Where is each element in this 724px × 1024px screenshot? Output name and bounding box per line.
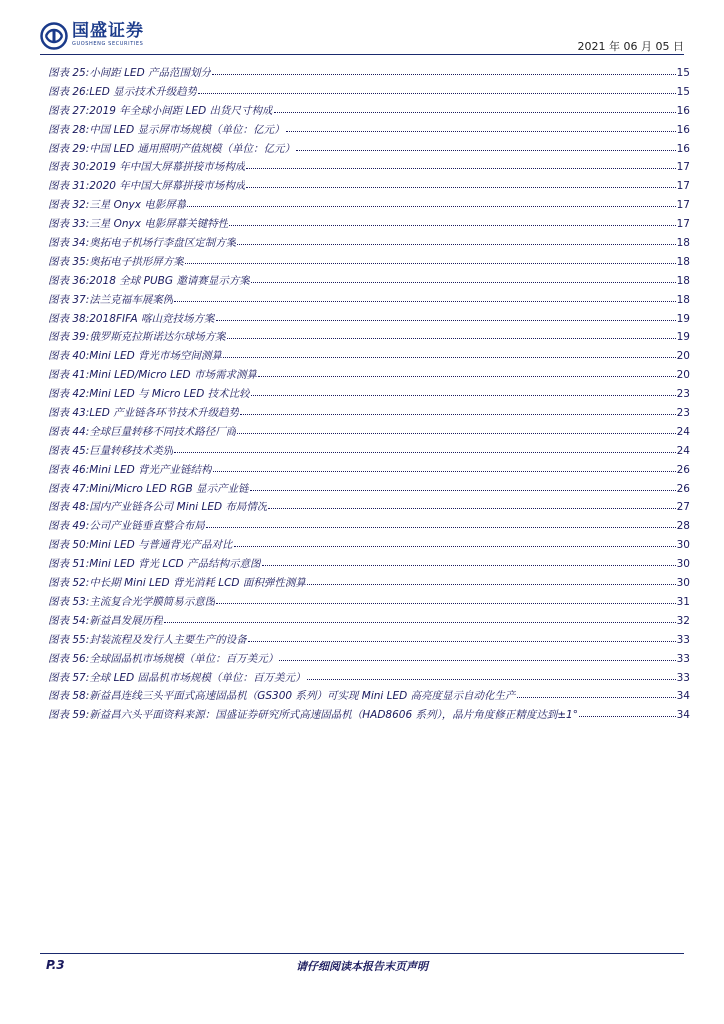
figure-title: 2020 年中国大屏幕拼接市场构成 xyxy=(89,180,246,193)
figure-label: 图表 26: xyxy=(48,85,90,98)
dot-leader xyxy=(234,534,676,547)
figure-label: 图表 32: xyxy=(48,199,90,212)
toc-entry[interactable] xyxy=(48,176,690,195)
toc-entry[interactable] xyxy=(48,157,690,176)
dot-leader xyxy=(517,685,676,698)
dot-leader xyxy=(248,629,676,642)
dot-leader xyxy=(279,648,675,661)
figure-label: 图表 53: xyxy=(48,595,90,608)
page-ref: 18 xyxy=(676,274,690,287)
toc-entry[interactable] xyxy=(48,82,690,101)
toc-entry[interactable] xyxy=(48,233,690,252)
figure-label: 图表 44: xyxy=(48,425,90,438)
dot-leader xyxy=(307,572,676,585)
toc-entry[interactable] xyxy=(48,365,690,384)
figure-title: Mini/Micro LED RGB 显示产业链 xyxy=(89,482,249,495)
figure-title: LED 产业链各环节技术升级趋势 xyxy=(89,407,240,420)
dot-leader xyxy=(286,119,676,132)
toc-entry[interactable] xyxy=(48,611,690,630)
logo-subtext: GUOSHENG SECURITIES xyxy=(72,41,144,47)
figure-title: 2018FIFA 喀山竞技场方案 xyxy=(89,312,215,325)
dot-leader xyxy=(251,270,676,283)
dot-leader xyxy=(174,440,675,453)
figure-title: 三星 Onyx 电影屏幕 xyxy=(89,199,187,212)
figure-title: 中国 LED 显示屏市场规模（单位：亿元） xyxy=(89,123,285,136)
figure-label: 图表 48: xyxy=(48,501,90,514)
report-date: 2021 年 06 月 05 日 xyxy=(577,40,684,53)
figure-title: 俄罗斯克拉斯诺达尔球场方案 xyxy=(89,331,226,344)
figure-label: 图表 30: xyxy=(48,161,90,174)
page-ref: 16 xyxy=(676,142,690,155)
toc-entry[interactable] xyxy=(48,630,690,649)
figure-label: 图表 54: xyxy=(48,614,90,627)
figure-label: 图表 28: xyxy=(48,123,90,136)
toc-entry[interactable] xyxy=(48,535,690,554)
page-ref: 16 xyxy=(676,104,690,117)
dot-leader xyxy=(250,478,676,491)
dot-leader xyxy=(296,138,676,151)
page-ref: 33 xyxy=(676,671,690,684)
toc-entry[interactable] xyxy=(48,327,690,346)
dot-leader xyxy=(174,289,675,302)
figure-title: 全球固晶机市场规模（单位：百万美元） xyxy=(89,652,279,665)
dot-leader xyxy=(237,421,675,434)
figure-label: 图表 45: xyxy=(48,444,90,457)
figure-title: 新益昌六头平面资料来源：国盛证券研究所式高速固晶机（HAD8606 系列），晶片角度修正精度达到±1° xyxy=(89,709,578,722)
figure-title: Mini LED/Micro LED 市场需求测算 xyxy=(89,369,257,382)
page-ref: 18 xyxy=(676,255,690,268)
dot-leader xyxy=(246,156,675,169)
figure-label: 图表 40: xyxy=(48,350,90,363)
figure-label: 图表 25: xyxy=(48,67,90,79)
page-ref: 15 xyxy=(676,85,690,98)
dot-leader xyxy=(216,308,676,321)
figure-title: 封装流程及发行人主要生产的设备 xyxy=(89,633,247,646)
figure-label: 图表 39: xyxy=(48,331,90,344)
dot-leader xyxy=(240,402,675,415)
page-ref: 17 xyxy=(676,218,690,231)
figure-title: Mini LED 背光产业链结构 xyxy=(89,463,212,476)
figure-title: 全球巨量转移不同技术路径厂商 xyxy=(89,425,237,438)
toc-entry[interactable] xyxy=(48,63,690,82)
dot-leader xyxy=(579,704,676,717)
page-ref: 19 xyxy=(676,331,690,344)
page-ref: 33 xyxy=(676,652,690,665)
page-ref: 24 xyxy=(676,425,690,438)
dot-leader xyxy=(262,553,676,566)
page-ref: 16 xyxy=(676,123,690,136)
toc-entry[interactable] xyxy=(48,403,690,422)
page-ref: 30 xyxy=(676,539,690,552)
page-ref: 18 xyxy=(676,237,690,250)
page-ref: 30 xyxy=(676,558,690,571)
figure-list xyxy=(48,63,690,724)
figure-label: 图表 42: xyxy=(48,388,90,401)
toc-entry[interactable] xyxy=(48,649,690,668)
figure-label: 图表 29: xyxy=(48,142,90,155)
page-ref: 17 xyxy=(676,199,690,212)
dot-leader xyxy=(274,100,676,113)
page-ref: 33 xyxy=(676,633,690,646)
dot-leader xyxy=(223,345,676,358)
page-ref: 19 xyxy=(676,312,690,325)
page-ref: 23 xyxy=(676,388,690,401)
figure-label: 图表 36: xyxy=(48,274,90,287)
page-ref: 26 xyxy=(676,482,690,495)
dot-leader xyxy=(164,610,676,623)
figure-label: 图表 37: xyxy=(48,293,90,306)
figure-label: 图表 56: xyxy=(48,652,90,665)
figure-title: LED 显示技术升级趋势 xyxy=(89,85,198,98)
dot-leader xyxy=(212,62,676,75)
figure-label: 图表 27: xyxy=(48,104,90,117)
page-ref: 32 xyxy=(676,614,690,627)
page-ref: 26 xyxy=(676,463,690,476)
figure-title: 巨量转移技术类别 xyxy=(89,444,174,457)
figure-title: 全球 LED 固晶机市场规模（单位：百万美元） xyxy=(89,671,306,684)
figure-title: 小间距 LED 产品范围划分 xyxy=(89,67,211,79)
page-ref: 24 xyxy=(676,444,690,457)
toc-entry[interactable] xyxy=(48,460,690,479)
figure-title: 新益昌发展历程 xyxy=(89,614,163,627)
page-ref: 20 xyxy=(676,350,690,363)
figure-title: 三星 Onyx 电影屏幕关键特性 xyxy=(89,218,229,231)
figure-label: 图表 57: xyxy=(48,671,90,684)
figure-title: 奥拓电子机场行李盘区定制方案 xyxy=(89,237,237,250)
toc-entry[interactable] xyxy=(48,346,690,365)
toc-entry[interactable] xyxy=(48,120,690,139)
dot-leader xyxy=(268,496,675,509)
toc-entry[interactable] xyxy=(48,479,690,498)
figure-label: 图表 33: xyxy=(48,218,90,231)
page-ref: 18 xyxy=(676,293,690,306)
page-ref: 17 xyxy=(676,161,690,174)
toc-entry[interactable] xyxy=(48,139,690,158)
figure-title: 新益昌连线三头平面式高速固晶机（GS300 系列）可实现 Mini LED 高亮度显示自动化生产 xyxy=(89,690,516,703)
toc-entry[interactable] xyxy=(48,422,690,441)
figure-label: 图表 59: xyxy=(48,709,90,722)
toc-entry[interactable] xyxy=(48,554,690,573)
dot-leader xyxy=(251,383,676,396)
logo-text: 国盛证券 xyxy=(72,21,144,41)
toc-entry[interactable] xyxy=(48,668,690,687)
toc-entry[interactable] xyxy=(48,441,690,460)
toc-entry[interactable] xyxy=(48,101,690,120)
dot-leader xyxy=(216,591,675,604)
page-ref: 15 xyxy=(676,67,690,79)
page-number: P.3 xyxy=(46,958,65,972)
figure-label: 图表 38: xyxy=(48,312,90,325)
toc-entry[interactable] xyxy=(48,195,690,214)
page-header xyxy=(0,0,724,60)
figure-title: Mini LED 与普通背光产品对比 xyxy=(89,539,233,552)
figure-label: 图表 35: xyxy=(48,255,90,268)
figure-title: Mini LED 背光 LCD 产品结构示意图 xyxy=(89,558,261,571)
figure-title: 中国 LED 通用照明产值规模（单位：亿元） xyxy=(89,142,295,155)
figure-title: 2019 年全球小间距 LED 出货尺寸构成 xyxy=(89,104,273,117)
page-ref: 30 xyxy=(676,577,690,590)
dot-leader xyxy=(229,213,675,226)
toc-entry[interactable] xyxy=(48,686,690,705)
figure-label: 图表 52: xyxy=(48,577,90,590)
figure-title: 国内产业链各公司 Mini LED 布局情况 xyxy=(89,501,268,514)
figure-label: 图表 47: xyxy=(48,482,90,495)
toc-entry[interactable] xyxy=(48,214,690,233)
disclaimer-note: 请仔细阅读本报告末页声明 xyxy=(296,960,428,973)
figure-title: Mini LED 背光市场空间测算 xyxy=(89,350,223,363)
dot-leader xyxy=(258,364,676,377)
figure-label: 图表 46: xyxy=(48,463,90,476)
toc-entry[interactable] xyxy=(48,497,690,516)
figure-title: 奥拓电子拱形屏方案 xyxy=(89,255,184,268)
figure-label: 图表 49: xyxy=(48,520,90,533)
figure-title: 中长期 Mini LED 背光消耗 LCD 面积弹性测算 xyxy=(89,577,306,590)
page-ref: 17 xyxy=(676,180,690,193)
toc-entry[interactable] xyxy=(48,705,690,724)
toc-entry[interactable] xyxy=(48,592,690,611)
page-ref: 34 xyxy=(676,690,690,703)
page-ref: 20 xyxy=(676,369,690,382)
toc-entry[interactable] xyxy=(48,516,690,535)
figure-title: Mini LED 与 Micro LED 技术比较 xyxy=(89,388,250,401)
dot-leader xyxy=(246,175,675,188)
company-logo xyxy=(40,22,144,50)
figure-title: 2018 全球 PUBG 邀请赛显示方案 xyxy=(89,274,250,287)
dot-leader xyxy=(206,515,676,528)
figure-title: 法兰克福车展案例 xyxy=(89,293,174,306)
figure-title: 2019 年中国大屏幕拼接市场构成 xyxy=(89,161,246,174)
figure-label: 图表 41: xyxy=(48,369,90,382)
figure-label: 图表 31: xyxy=(48,180,90,193)
dot-leader xyxy=(213,459,676,472)
figure-label: 图表 34: xyxy=(48,237,90,250)
page-ref: 31 xyxy=(676,595,690,608)
toc-entry[interactable] xyxy=(48,290,690,309)
dot-leader xyxy=(227,326,676,339)
figure-label: 图表 43: xyxy=(48,407,90,420)
figure-title: 主流复合光学膜简易示意图 xyxy=(89,595,216,608)
dot-leader xyxy=(198,81,675,94)
page-ref: 28 xyxy=(676,520,690,533)
dot-leader xyxy=(237,232,675,245)
page-ref: 27 xyxy=(676,501,690,514)
page-ref: 34 xyxy=(676,709,690,722)
guosheng-logo-icon xyxy=(40,22,68,50)
toc-entry[interactable] xyxy=(48,252,690,271)
header-divider xyxy=(40,54,684,55)
figure-label: 图表 55: xyxy=(48,633,90,646)
figure-label: 图表 58: xyxy=(48,690,90,703)
toc-entry[interactable] xyxy=(48,309,690,328)
figure-title: 公司产业链垂直整合布局 xyxy=(89,520,205,533)
toc-entry[interactable] xyxy=(48,573,690,592)
dot-leader xyxy=(187,194,675,207)
footer-divider xyxy=(40,953,684,954)
dot-leader xyxy=(307,667,676,680)
figure-label: 图表 51: xyxy=(48,558,90,571)
toc-entry[interactable] xyxy=(48,271,690,290)
toc-entry[interactable] xyxy=(48,384,690,403)
page-ref: 23 xyxy=(676,407,690,420)
figure-label: 图表 50: xyxy=(48,539,90,552)
dot-leader xyxy=(185,251,676,264)
